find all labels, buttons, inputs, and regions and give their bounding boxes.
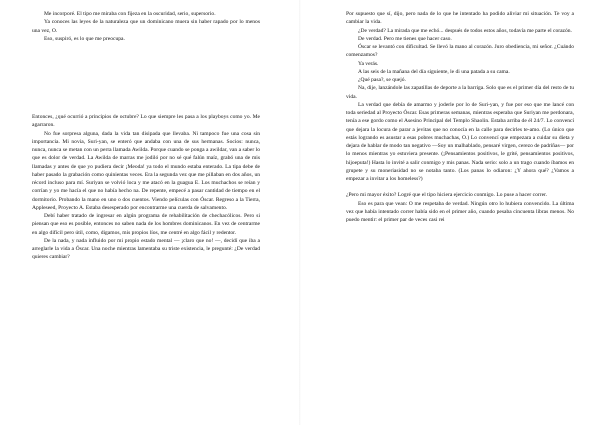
paragraph: Ya verás.	[358, 60, 379, 67]
paragraph: ¿De verdad? La mirada que me echó... después de todos estos años, todavía me parte el corazón.	[358, 27, 572, 34]
paragraph: Eso es para que vean: O me respetaba de verdad. Ningún otro lo hubiera convencido. La última vez que había intentado correr había sido en el primer año, cuando pesaba cincuenta libras menos. No puedo mentir: el primer par de veces casi rei	[346, 200, 574, 223]
paragraph: Me incorporé. El tipo me miraba con fijeza en la oscuridad, serio, supersorio.	[44, 11, 216, 17]
paragraph: Óscar se levantó con dificultad. Se llevó la mano al corazón. Juro obediencia, mi señor. ¿Cuándo comenzamos?	[346, 44, 574, 59]
paragraph: Na, dije, lanzándole las zapatillas de deporte a la barriga. Solo que es el primer día del resto de tu vida.	[346, 85, 574, 100]
paragraph: A las seis de la mañana del día siguiente, le di una patada a su cama.	[358, 68, 510, 75]
paragraph: De la nada, y nada influido por mi propio estado mental — ¡claro que no! —, decidí que iba a arreglarle la vida a Óscar. Una noche mientras lamentaba su triste existencia, le pregunté: ¿De verdad quieres cambiar?	[32, 237, 260, 261]
left-page	[32, 10, 260, 262]
paragraph: ¿Qué pasa?, se quejó.	[358, 77, 406, 83]
paragraph: No fue sorpresa alguna, dada la vida tan disipada que llevaba. Ni tampoco fue una cosa sin importancia. Mi novia, Suri-yan, se enteró que andaba con una de sus hermanas. Socios: nunca, nunca, nunca se metan con un perra llamada Awilda. Porque cuando se ponga a awildar, van a saber lo que es dolor de verdad. La Awilda de marras me jodiló por no sé qué falún maíz, grabó una de mis llamadas y antes de que yo pudiera decir ¡Meoda! ya todo el mundo estaba enterado. La tipa debe de haber pasado la grabación como quinientas veces. Era la segunda vez que me pillaban en dos años, un récord incluso para mí. Suriyan se volvió loca y me atacó en la guagua E. Los muchachos se reían y corrían y yo me hacía el que no había hecho na. De repente, empecé a pasar cantidad de tiempo en el dormitorio. Probando la mano en uno o dos cuentos. Viendo películas con Óscar. Regreso a la Tierra, Appleseed, Proyecto A. Estaba desesperado por encontrarme una cuerda de salvamento.	[32, 130, 260, 211]
page-gutter	[299, 0, 301, 425]
paragraph: Debí haber tratado de ingresar en algún programa de rehabilitación de chechacólicos. Pero si piensan que eso es posible, entonces no saben nada de los hombres dominicanos. En vez de centrarme en algo difícil pero útil, como, digamos, mis propios líos, me centré en algo fácil y redentor.	[32, 213, 260, 236]
paragraph: ¿Pero mi mayor éxito? Logré que el tipo hiciera ejercicio conmigo. Lo puse a hacer correr.	[346, 192, 547, 199]
paragraph: Por supuesto que sí, dijo, pero nada de lo que he intentado ha podido aliviar mi situación. Te voy a cambiar la vida.	[346, 11, 574, 26]
paragraph: La verdad que debía de amarmo y joderle por lo de Suri-yan, y fue por eso que me lancé con toda seriedad al Proyecto Óscar. Esas primeras semanas, mientras esperaba que Suriyan me perdonara, tenía a ese gordo como el Asesino Principal del Templo Shaolin. Estaba arriba de él 24/7. Lo convencí que dejara la locura de parar a jevitas que no conocía en la calle para decirles te-amo. (Lo único que estás logrando es asustar a esas pobres muchachas, O.) Lo convencí que empezara a cuidar su dieta y dejara de hablar de modo tan negativo —Soy un malhablado, pensaré virgen, cerezo de padriñas— por lo menos mientras yo estuviera presente. (¡Pensamientos positivos, le grité, pensamientos positivos, hijoeputa!) Hasta lo invité a salir conmigo y mis panas. Nada serio: solo a un trago cuando íbamos en grupete y su moneriasidad no se notaba tanto. (Los panas lo odiaron: ¿Y ahora qué? ¿Vamos a empezar a invitar a los homeless?)	[346, 101, 575, 182]
section-break	[346, 183, 574, 191]
paragraph: De verdad. Pero me tienes que hacer caso.	[358, 35, 452, 42]
right-page	[346, 10, 574, 224]
paragraph: Eso, suspiró, es lo que me preocupa.	[44, 35, 125, 42]
paragraph: Ya conoces las leyes de la naturaleza que un dominicano muera sin haber rapado por lo menos una vez, O.	[32, 19, 260, 34]
section-break	[32, 43, 260, 113]
paragraph: Entonces, ¿qué ocurrió a principios de octubre? Lo que siempre les pasa a los playboys como yo. Me agarraron.	[32, 114, 260, 129]
